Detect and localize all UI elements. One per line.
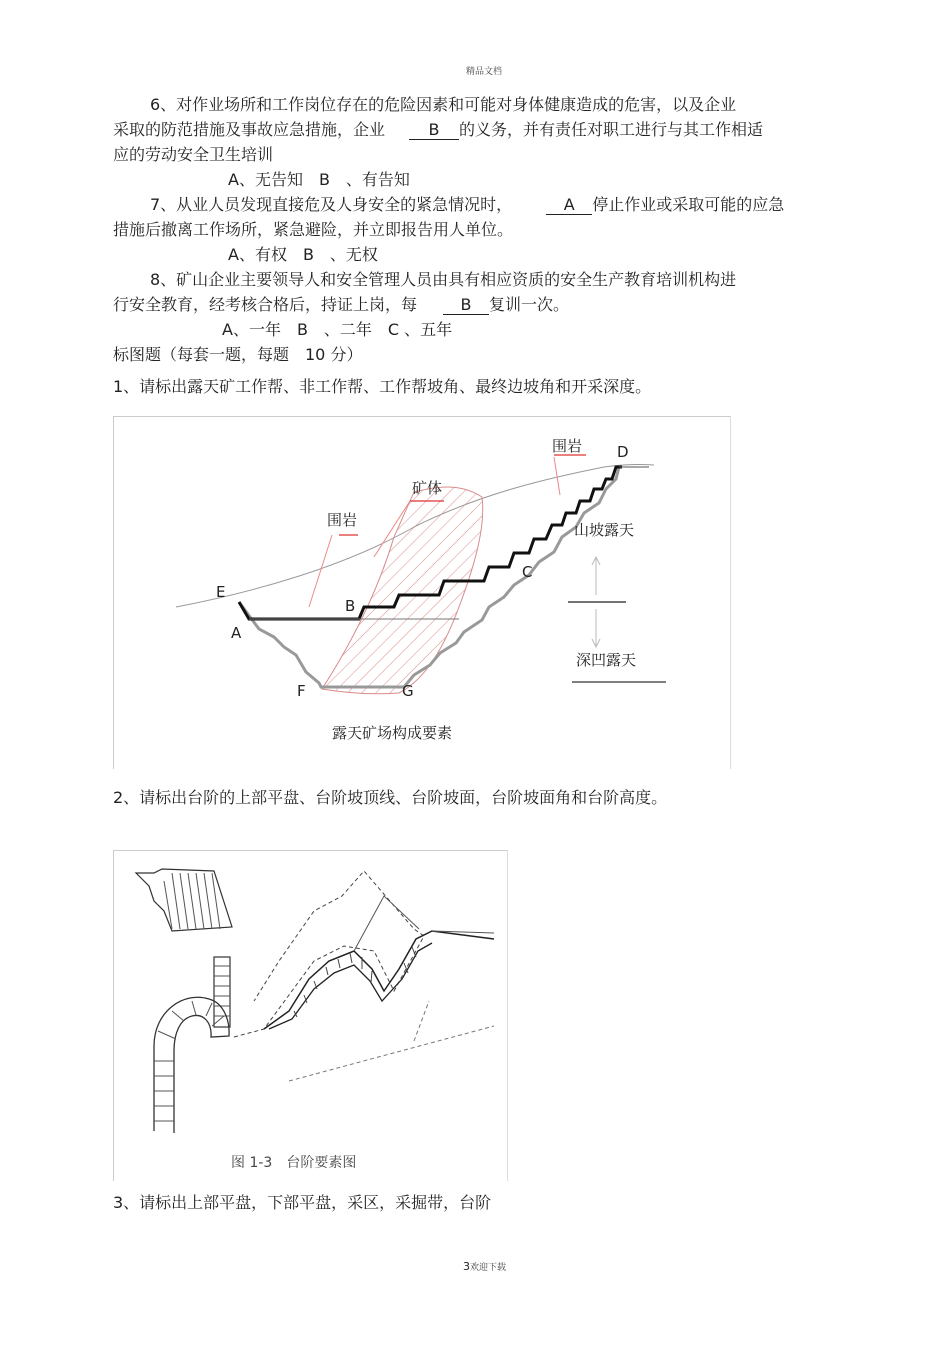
figure1-caption: 露天矿场构成要素 — [332, 724, 453, 742]
leader-rock-left — [309, 535, 332, 607]
label-rock-left: 围岩 — [327, 511, 358, 529]
q7-line1-post: 停止作业或采取可能的应急 — [592, 195, 785, 214]
label-rock-right: 围岩 — [552, 437, 583, 455]
label-hill-pit: 山坡露天 — [574, 521, 635, 539]
q7-line2: 措施后撤离工作场所，紧急避险，并立即报告用人单位。 — [113, 220, 514, 239]
footer-text: 欢迎下载 — [470, 1263, 507, 1273]
label-deep-pit: 深凹露天 — [576, 651, 637, 669]
bench-crest-line — [264, 931, 494, 1029]
label-E: E — [216, 583, 226, 601]
upper-bench-hatch — [164, 873, 220, 929]
open-pit-diagram — [114, 417, 730, 769]
label-D: D — [617, 443, 629, 461]
bench-face-hatch — [294, 947, 416, 1017]
label-ore: 矿体 — [412, 479, 443, 497]
leader-rock-right — [554, 457, 560, 495]
section-title: 标图题（每套一题，每题 10 分） — [113, 345, 363, 364]
bench-lower-dash — [414, 1001, 429, 1041]
q8-line2-pre: 行安全教育，经考核合格后，持证上岗，每 — [113, 295, 418, 314]
q8-line1: 8、矿山企业主要领导人和安全管理人员由具有相应资质的安全生产教育培训机构进 — [150, 270, 737, 289]
q6-options: A、无告知 B 、有告知 — [228, 170, 410, 189]
q8-answer: B — [443, 296, 489, 315]
q8-line2-post: 复训一次。 — [489, 295, 570, 314]
bench-outline-dashed — [234, 871, 424, 1037]
q6-line2-pre: 采取的防范措施及事故应急措施，企业 — [113, 120, 386, 139]
label-F: F — [297, 682, 306, 700]
figure2-caption: 图 1-3 台阶要素图 — [231, 1155, 357, 1171]
q8-line2 — [113, 294, 569, 316]
bench-upper-flat — [354, 896, 419, 951]
q6-line1: 6、对作业场所和工作岗位存在的危险因素和可能对身体健康造成的危害，以及企业 — [150, 95, 737, 114]
page-header: 精品文档 — [466, 67, 503, 77]
page-number: 3 — [463, 1260, 470, 1273]
page-footer — [463, 1260, 506, 1274]
problem-1: 1、请标出露天矿工作帮、非工作帮、工作帮坡角、最终边坡角和开采深度。 — [113, 377, 652, 396]
problem-3: 3、请标出上部平盘，下部平盘，采区，采掘带，台阶 — [113, 1193, 492, 1212]
figure-bench — [113, 850, 508, 1181]
bench-arch — [154, 997, 229, 1133]
q7-answer: A — [546, 196, 592, 215]
q6-line2-post: 的义务，并有责任对职工进行与其工作相适 — [459, 120, 764, 139]
label-G: G — [402, 682, 414, 700]
q6-answer: B — [409, 121, 459, 140]
bench-diagram — [114, 851, 507, 1181]
q7-options: A、有权 B 、无权 — [228, 245, 378, 264]
q6-line3: 应的劳动安全卫生培训 — [113, 145, 274, 164]
q7-line1 — [150, 194, 784, 216]
q8-options: A、一年 B 、二年 C 、五年 — [222, 320, 453, 339]
label-B: B — [345, 597, 356, 615]
label-A: A — [231, 624, 242, 642]
bench-lower-flat-line — [289, 1026, 494, 1081]
figure-open-pit — [113, 416, 731, 769]
label-C: C — [522, 563, 533, 581]
problem-2: 2、请标出台阶的上部平盘、台阶坡顶线、台阶坡面，台阶坡面角和台阶高度。 — [113, 788, 668, 807]
q7-line1-pre: 7、从业人员发现直接危及人身安全的紧急情况时， — [150, 195, 513, 214]
q6-line2 — [113, 119, 763, 141]
